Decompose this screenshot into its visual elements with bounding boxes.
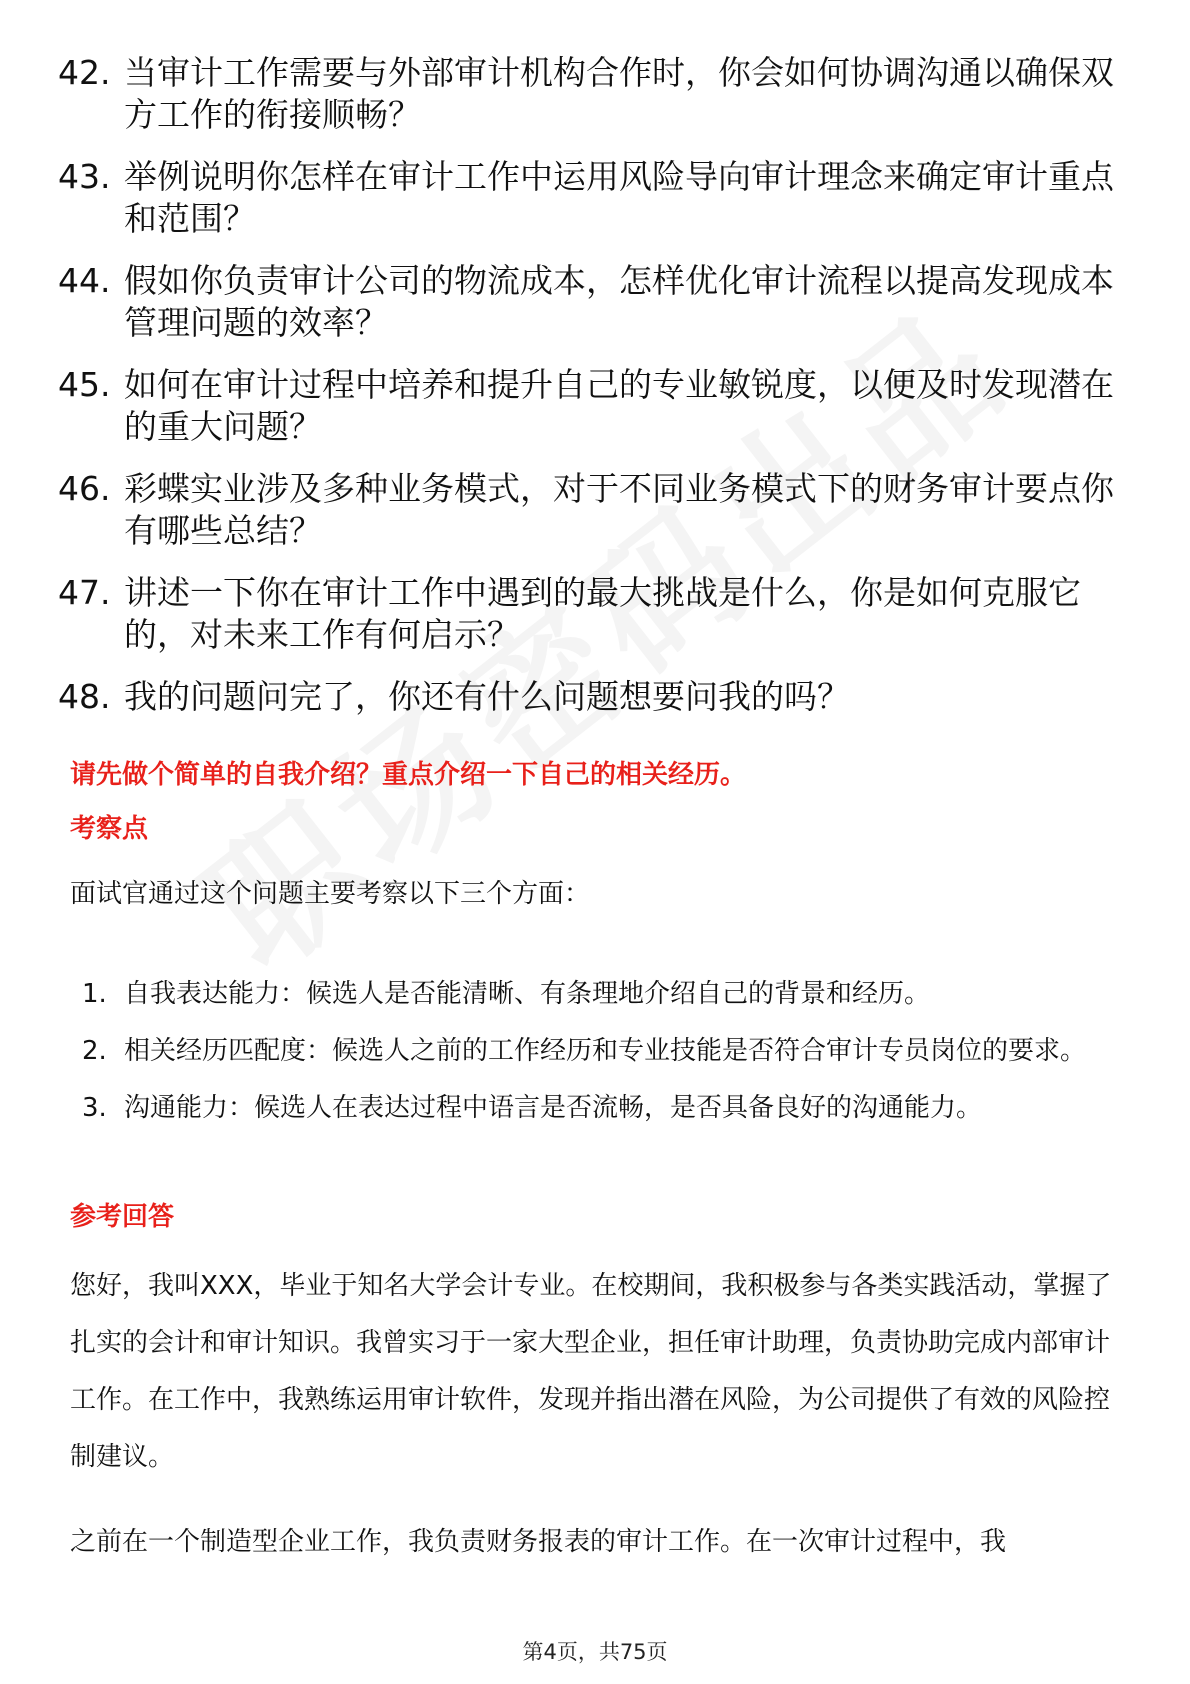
answer-section-label: 参考回答 bbox=[70, 1202, 175, 1232]
question-text: 当审计工作需要与外部审计机构合作时，你会如何协调沟通以确保双方工作的衔接顺畅？ bbox=[124, 53, 1114, 134]
question-number: 44. bbox=[58, 261, 111, 300]
question-text: 举例说明你怎样在审计工作中运用风险导向审计理念来确定审计重点和范围？ bbox=[124, 157, 1114, 238]
list-item bbox=[82, 966, 1122, 1023]
question-text: 彩蝶实业涉及多种业务模式，对于不同业务模式下的财务审计要点你有哪些总结？ bbox=[124, 469, 1114, 550]
answer-paragraph: 之前在一个制造型企业工作，我负责财务报表的审计工作。在一次审计过程中，我 bbox=[70, 1527, 1007, 1557]
point-text: 沟通能力：候选人在表达过程中语言是否流畅，是否具备良好的沟通能力。 bbox=[124, 1093, 983, 1123]
point-number: 3. bbox=[82, 1093, 107, 1123]
focus-section-label: 考察点 bbox=[70, 814, 149, 844]
list-item bbox=[58, 156, 1118, 240]
point-text: 自我表达能力：候选人是否能清晰、有条理地介绍自己的背景和经历。 bbox=[124, 979, 931, 1009]
question-number: 46. bbox=[58, 469, 111, 508]
question-text: 我的问题问完了，你还有什么问题想要问我的吗？ bbox=[124, 677, 850, 716]
list-item bbox=[58, 364, 1118, 448]
list-item bbox=[58, 676, 1118, 718]
question-number: 47. bbox=[58, 573, 111, 612]
question-number: 43. bbox=[58, 157, 111, 196]
question-text: 讲述一下你在审计工作中遇到的最大挑战是什么，你是如何克服它的，对未来工作有何启示？ bbox=[124, 573, 1081, 654]
page-number-footer: 第4页，共75页 bbox=[522, 1640, 668, 1664]
list-item bbox=[82, 1023, 1122, 1080]
question-text: 假如你负责审计公司的物流成本，怎样优化审计流程以提高发现成本管理问题的效率？ bbox=[124, 261, 1114, 342]
list-item bbox=[82, 1080, 1122, 1137]
list-item bbox=[58, 52, 1118, 136]
point-number: 1. bbox=[82, 979, 107, 1009]
focus-intro: 面试官通过这个问题主要考察以下三个方面： bbox=[70, 879, 591, 909]
list-item bbox=[58, 260, 1118, 344]
question-number: 42. bbox=[58, 53, 111, 92]
answer-paragraph: 您好，我叫XXX，毕业于知名大学会计专业。在校期间，我积极参与各类实践活动，掌握了扎实的会计和审计知识。我曾实习于一家大型企业，担任审计助理，负责协助完成内部审计工作。在工作中，我熟练运用审计软件，发现并指出潜在风险，为公司提供了有效的风险控制建议。 bbox=[70, 1271, 1112, 1472]
focus-points-list bbox=[82, 966, 1122, 1137]
list-item bbox=[58, 572, 1118, 656]
list-item bbox=[58, 468, 1118, 552]
point-text: 相关经历匹配度：候选人之前的工作经历和专业技能是否符合审计专员岗位的要求。 bbox=[124, 1036, 1087, 1066]
question-list bbox=[58, 52, 1118, 738]
point-number: 2. bbox=[82, 1036, 107, 1066]
question-number: 45. bbox=[58, 365, 111, 404]
question-number: 48. bbox=[58, 677, 111, 716]
featured-question-heading: 请先做个简单的自我介绍？重点介绍一下自己的相关经历。 bbox=[70, 760, 747, 790]
question-text: 如何在审计过程中培养和提升自己的专业敏锐度，以便及时发现潜在的重大问题？ bbox=[124, 365, 1114, 446]
